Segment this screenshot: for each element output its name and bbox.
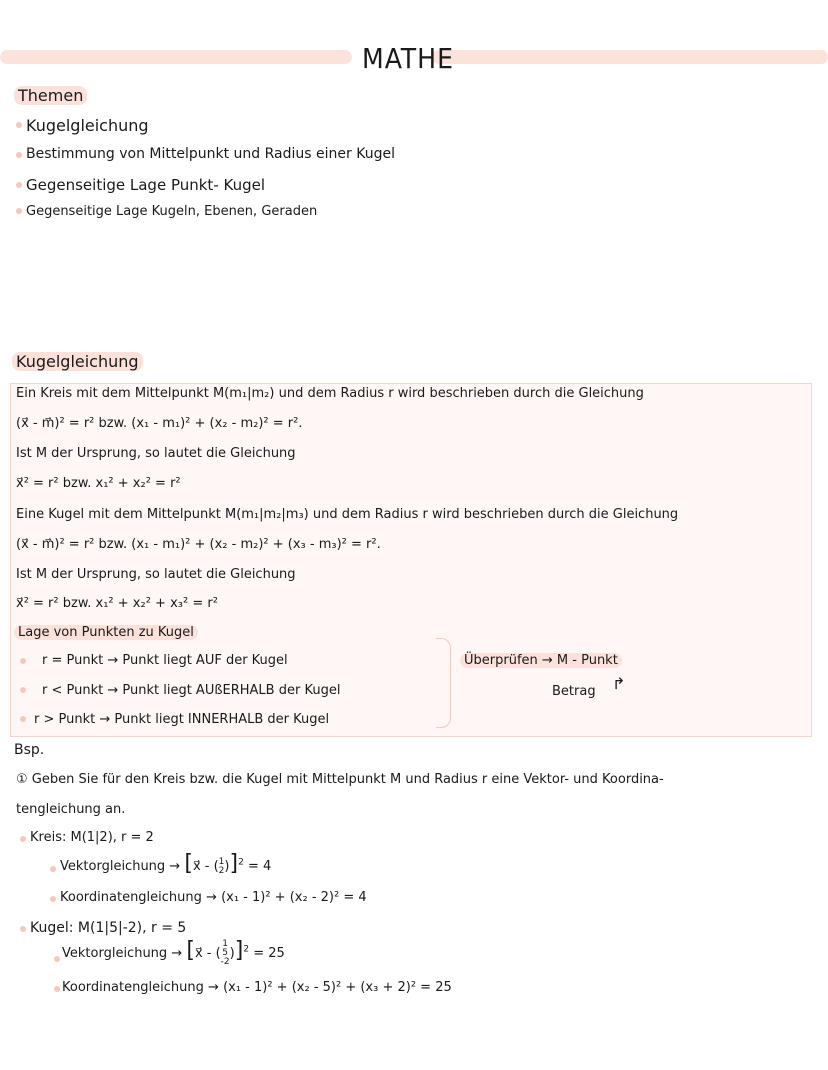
x-vector: x⃗ - ( (192, 859, 219, 874)
kreis-koord-label: Koordinatengleichung → (60, 890, 217, 905)
kugel-koord-label: Koordinatengleichung → (62, 980, 219, 995)
kugel-vektor-row (62, 938, 285, 967)
bracket-close: ] (229, 851, 239, 876)
bullet-icon (16, 208, 22, 214)
kugel-vektor-label: Vektorgleichung → (62, 946, 183, 961)
vector-matrix: 1 2 (218, 856, 225, 876)
bullet-icon (16, 152, 22, 158)
beispiel-task-cont: tengleichung an. (16, 802, 126, 817)
beispiel-heading: Bsp. (14, 742, 45, 758)
kugel-ursprung: Ist M der Ursprung, so lautet die Gleichung (16, 567, 296, 582)
kreis-koord-eq: (x₁ - 1)² + (x₂ - 2)² = 4 (221, 890, 367, 905)
bracket-close: ] (234, 938, 244, 963)
kreis-vektor-formula: [ (184, 851, 193, 876)
kugel-koord-eq: (x₁ - 1)² + (x₂ - 5)² + (x₃ + 2)² = 25 (223, 980, 452, 995)
x-vector: x⃗ - ( (194, 946, 221, 961)
lage-item: r = Punkt → Punkt liegt AUF der Kugel (42, 653, 288, 668)
kreis-ursprung-equation: x⃗² = r² bzw. x₁² + x₂² = r² (16, 476, 181, 491)
bracket-open: [ (186, 938, 195, 963)
kreis-ursprung: Ist M der Ursprung, so lautet die Gleichung (16, 446, 296, 461)
curved-arrow-icon: ↱ (612, 674, 626, 693)
kreis-definition: Ein Kreis mit dem Mittelpunkt M(m₁|m₂) und dem Radius r wird beschrieben durch die Gleichung (16, 386, 644, 401)
close-paren: ) (229, 946, 235, 961)
bullet-icon (20, 926, 26, 932)
bullet-icon (20, 716, 26, 722)
bullet-icon (20, 687, 26, 693)
close-paren: ) (224, 859, 230, 874)
square-exp: 2 (243, 944, 250, 955)
bullet-icon (54, 986, 60, 992)
bullet-icon (50, 896, 56, 902)
themen-item: Kugelgleichung (26, 116, 149, 135)
kugel-equation: (x⃗ - m⃗)² = r² bzw. (x₁ - m₁)² + (x₂ - m₂)² + (x₃ - m₃)² = r². (16, 537, 381, 552)
page-title: MATHE (362, 42, 455, 75)
betrag-note: Betrag (552, 684, 596, 699)
themen-item: Gegenseitige Lage Kugeln, Ebenen, Geraden (26, 204, 318, 219)
bullet-icon (16, 182, 22, 188)
kugel-vektor-eq: = 25 (253, 946, 285, 961)
bullet-icon (54, 956, 60, 962)
bullet-icon (16, 122, 22, 128)
header-bar-left (0, 50, 352, 64)
kugel-given: Kugel: M(1|5|-2), r = 5 (30, 920, 187, 936)
kreis-equation-text: (x⃗ - m⃗)² = r² bzw. (x₁ - m₁)² + (x₂ - m₂)² = r². (16, 416, 303, 431)
bullet-icon (20, 836, 26, 842)
kugel-ursprung-equation: x⃗² = r² bzw. x₁² + x₂² + x₃² = r² (16, 596, 218, 611)
kugel-koord-row (62, 980, 452, 995)
kreis-vektor-eq: = 4 (247, 859, 272, 874)
bullet-icon (20, 658, 26, 664)
themen-item: Bestimmung von Mittelpunkt und Radius einer Kugel (26, 146, 395, 162)
kreis-vektor-row (60, 851, 271, 876)
kugelgleichung-heading: Kugelgleichung (12, 352, 143, 371)
lage-heading: Lage von Punkten zu Kugel (14, 625, 198, 640)
square-exp: 2 (238, 857, 244, 868)
kreis-given: Kreis: M(1|2), r = 2 (30, 830, 154, 845)
kreis-equation (16, 416, 302, 431)
kreis-koord-row (60, 890, 367, 905)
brace-icon (436, 638, 451, 728)
vector-matrix: 1 5 -2 (220, 939, 230, 967)
lage-item: r < Punkt → Punkt liegt AUßERHALB der Kugel (42, 683, 341, 698)
kugel-definition: Eine Kugel mit dem Mittelpunkt M(m₁|m₂|m₃) und dem Radius r wird beschrieben durch die Gleichung (16, 507, 679, 522)
themen-item: Gegenseitige Lage Punkt- Kugel (26, 176, 266, 194)
kreis-vektor-label: Vektorgleichung → (60, 859, 181, 874)
pruefen-note: Überprüfen → M - Punkt (460, 653, 622, 668)
lage-item: r > Punkt → Punkt liegt INNERHALB der Kugel (34, 712, 330, 727)
beispiel-task: ① Geben Sie für den Kreis bzw. die Kugel mit Mittelpunkt M und Radius r eine Vektor- und Koordina- (16, 772, 664, 787)
header-bar-right (432, 50, 828, 64)
themen-heading: Themen (14, 86, 87, 105)
bullet-icon (50, 866, 56, 872)
